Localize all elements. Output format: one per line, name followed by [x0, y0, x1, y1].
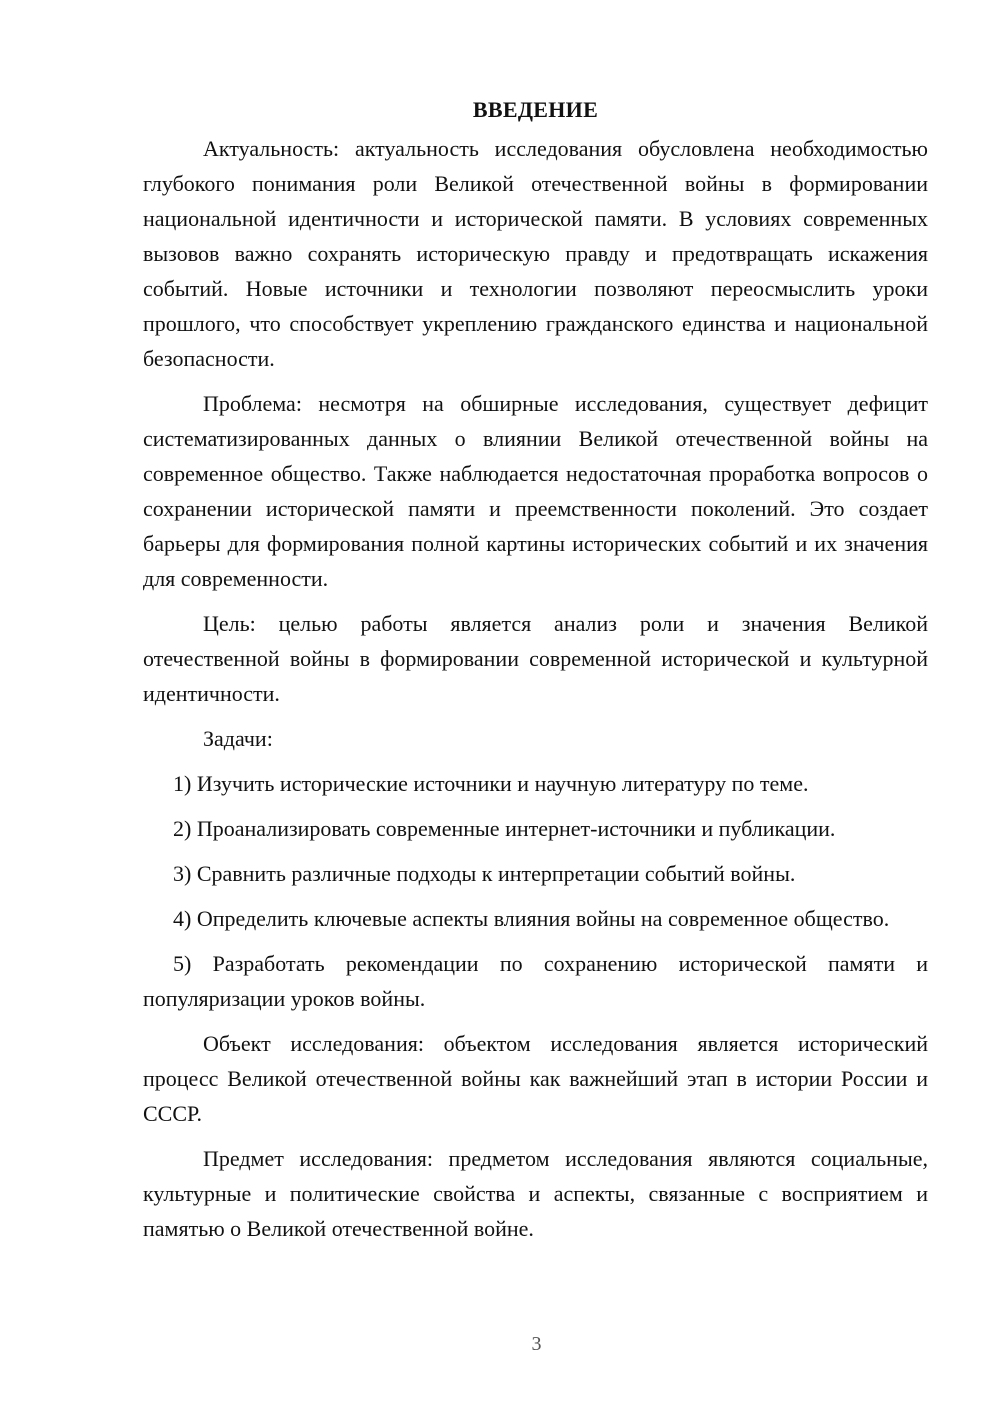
task-item-1: 1) Изучить исторические источники и научную литературу по теме.	[173, 771, 809, 796]
task-item-4: 4) Определить ключевые аспекты влияния войны на современное общество.	[173, 906, 890, 931]
paragraph-subject: Предмет исследования: предметом исследования являются социальные, культурные и политические свойства и аспекты, связанные с восприятием и памятью о Великой отечественной войне.	[143, 1146, 928, 1241]
task-item-3: 3) Сравнить различные подходы к интерпретации событий войны.	[173, 861, 796, 886]
paragraph-goal: Цель: целью работы является анализ роли и значения Великой отечественной войны в формировании современной исторической и культурной идентичности.	[143, 611, 928, 706]
document-page	[143, 92, 928, 1256]
paragraph-problem: Проблема: несмотря на обширные исследования, существует дефицит систематизированных данных о влиянии Великой отечественной войны на современное общество. Также наблюдается недостаточная проработка вопросов о сохранении исторической памяти и преемственности поколений. Это создает барьеры для формирования полной картины исторических событий и их значения для современности.	[143, 391, 928, 591]
tasks-label: Задачи:	[203, 726, 273, 751]
task-item-5: 5) Разработать рекомендации по сохранению исторической памяти и популяризации уроков войны.	[143, 951, 928, 1011]
paragraph-relevance: Актуальность: актуальность исследования обусловлена необходимостью глубокого понимания роли Великой отечественной войны в формировании национальной идентичности и исторической памяти. В условиях современных вызовов важно сохранять историческую правду и предотвращать искажения событий. Новые источники и технологии позволяют переосмыслить уроки прошлого, что способствует укреплению гражданского единства и национальной безопасности.	[143, 136, 928, 371]
task-item-2: 2) Проанализировать современные интернет-источники и публикации.	[173, 816, 836, 841]
page-number: 3	[531, 1333, 542, 1355]
section-heading: ВВЕДЕНИЕ	[472, 97, 599, 122]
paragraph-object: Объект исследования: объектом исследования является исторический процесс Великой отечественной войны как важнейший этап в истории России и СССР.	[143, 1031, 928, 1126]
